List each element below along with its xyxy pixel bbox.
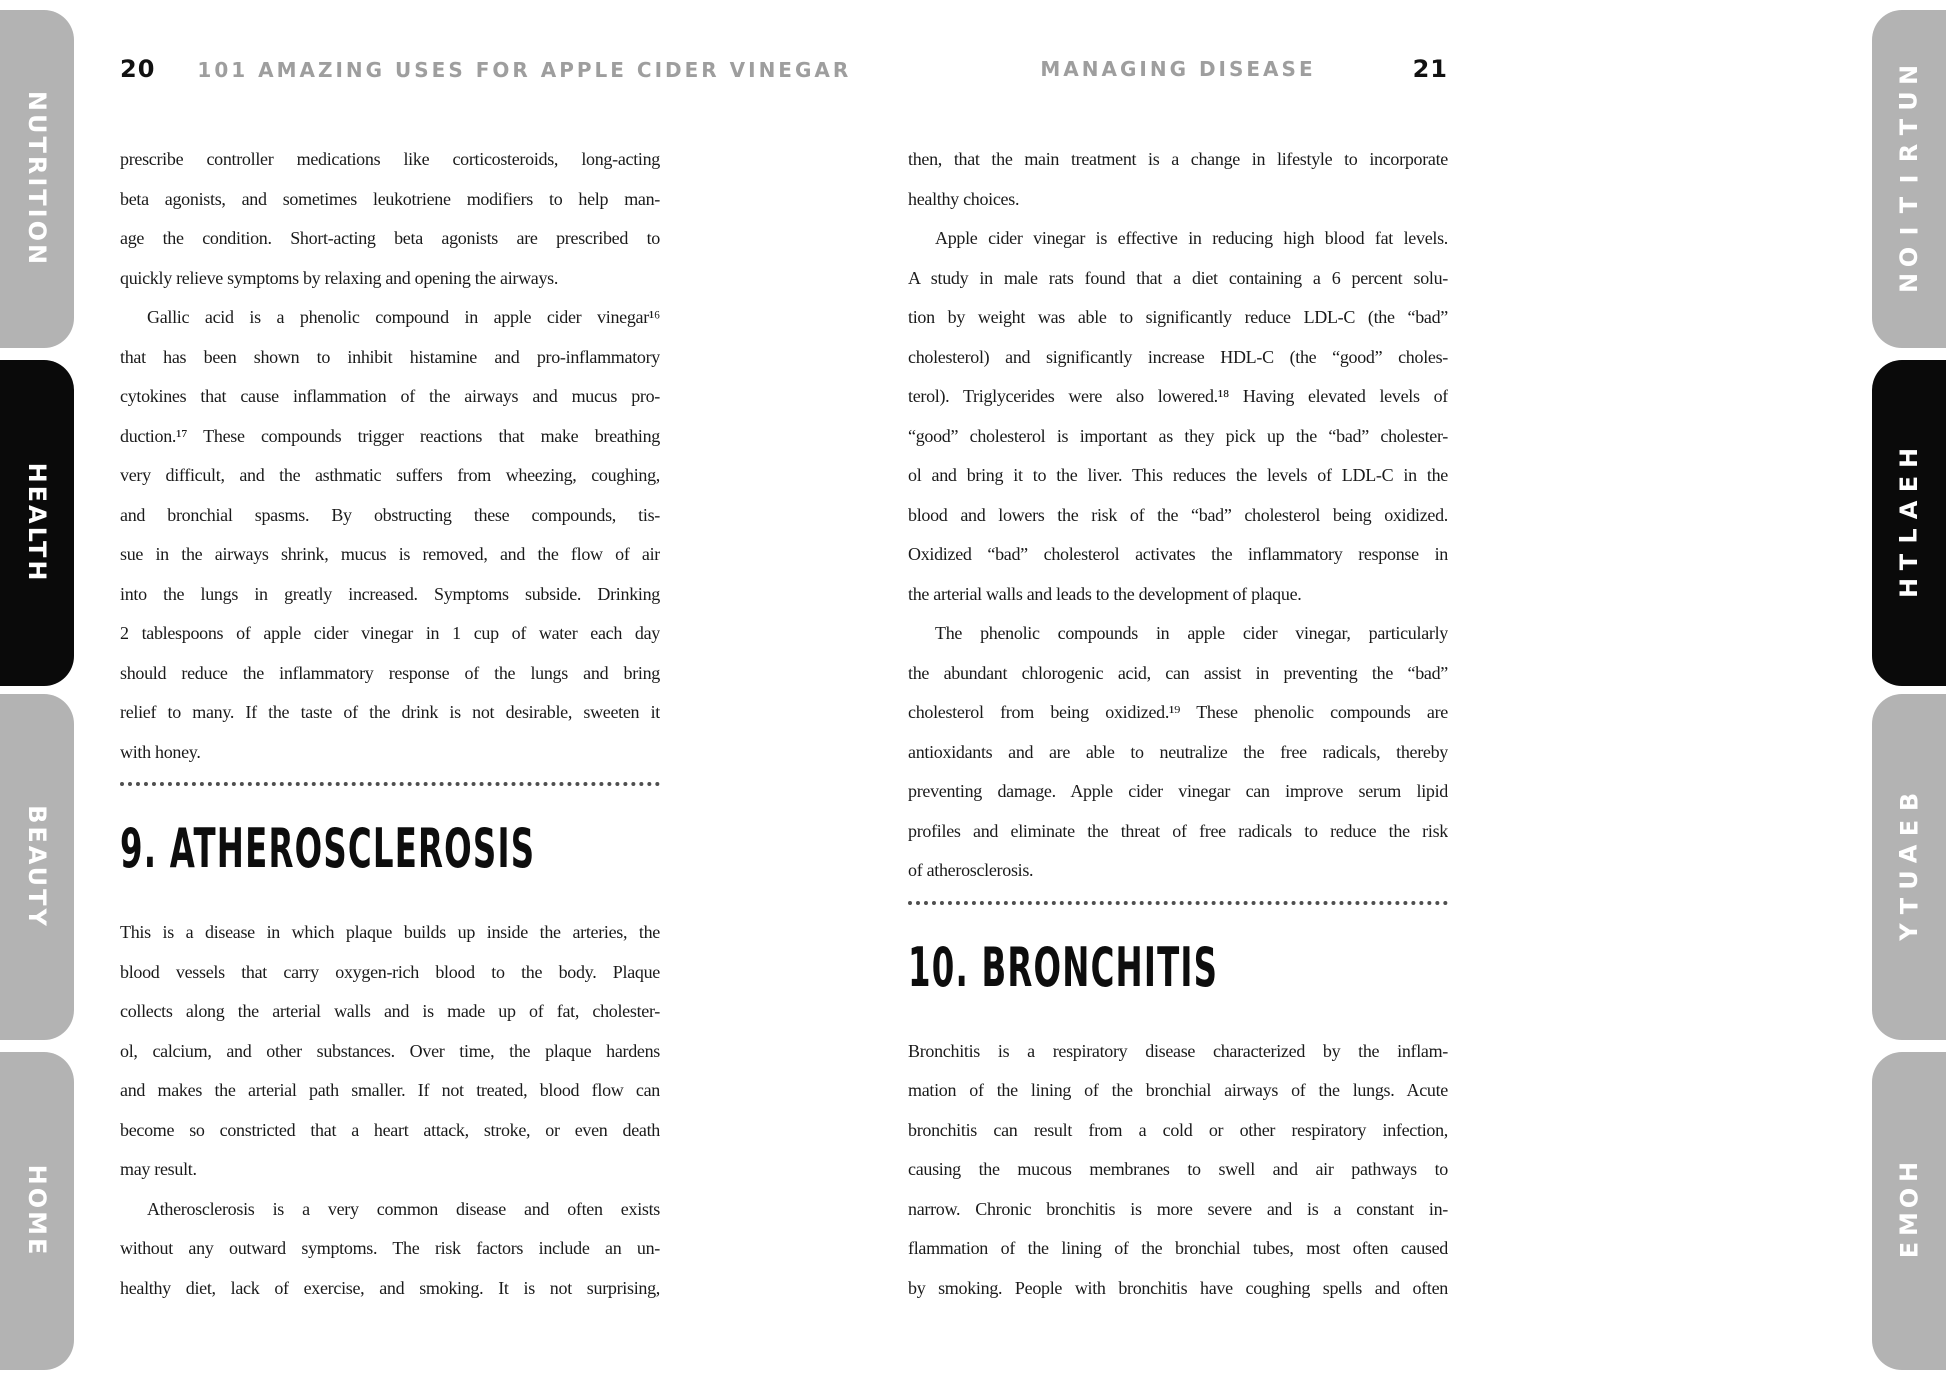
tab-beauty-label: BEAUTY xyxy=(23,805,51,929)
tab-health-left xyxy=(0,360,74,686)
paragraph xyxy=(908,219,1448,614)
text-line: causing the mucous membranes to swell and air pathways to xyxy=(908,1159,1448,1179)
tab-nutrition-label: NUTRITION xyxy=(23,90,51,268)
section-heading xyxy=(908,937,1448,999)
text-line: blood and lowers the risk of the “bad” cholesterol being oxidized. xyxy=(908,504,1448,525)
tab-nutrition-label xyxy=(1894,62,1923,296)
paragraph xyxy=(908,614,1448,891)
tab-letter: I xyxy=(1895,226,1923,236)
tab-letter: T xyxy=(1895,553,1923,571)
text-line: of atherosclerosis. xyxy=(908,860,1034,880)
text-line: healthy diet, lack of exercise, and smoking. It is not surprising, xyxy=(120,1277,660,1298)
text-line: preventing damage. Apple cider vinegar can improve serum lipid xyxy=(908,781,1448,801)
section-heading-text: 10. BRONCHITIS xyxy=(908,935,1219,999)
paragraph xyxy=(120,913,660,1190)
text-line: by smoking. People with bronchitis have coughing spells and often xyxy=(908,1277,1448,1298)
text-line: healthy choices. xyxy=(908,188,1020,209)
tab-letter: O xyxy=(1895,246,1923,268)
section-heading xyxy=(120,818,660,880)
tab-beauty-left xyxy=(0,694,74,1040)
tab-letter: R xyxy=(1894,143,1923,163)
text-line: This is a disease in which plaque builds up inside the arteries, the xyxy=(120,922,660,942)
text-line: the arterial walls and leads to the development of plaque. xyxy=(908,583,1302,604)
paragraph xyxy=(120,1190,660,1309)
text-line: into the lungs in greatly increased. Symptoms subside. Drinking xyxy=(120,583,660,604)
tab-nutrition-right xyxy=(1872,10,1946,348)
text-line: blood vessels that carry oxygen-rich blood to the body. Plaque xyxy=(120,961,660,982)
tab-letter: H xyxy=(1895,447,1923,469)
text-line: age the condition. Short-acting beta agonists are prescribed to xyxy=(120,228,660,248)
tab-letter: U xyxy=(1895,91,1923,111)
right-page-body xyxy=(908,140,1448,1308)
text-line: very difficult, and the asthmatic suffers from wheezing, coughing, xyxy=(120,465,660,485)
tab-nutrition-left xyxy=(0,10,74,348)
section-heading-text: 9. ATHEROSCLEROSIS xyxy=(120,817,536,880)
tab-home-left xyxy=(0,1052,74,1370)
text-line: without any outward symptoms. The risk factors include an un- xyxy=(120,1238,660,1258)
text-line: cholesterol from being oxidized.¹⁹ These phenolic compounds are xyxy=(908,702,1448,722)
text-line: collects along the arterial walls and is made up of fat, cholester- xyxy=(120,1001,660,1021)
tab-letter: N xyxy=(1895,64,1923,86)
text-line: that has been shown to inhibit histamine and pro-inflammatory xyxy=(120,346,660,367)
right-page xyxy=(908,55,1448,1308)
tab-beauty-label xyxy=(1894,789,1923,945)
tab-home-right xyxy=(1872,1052,1946,1370)
tab-letter: H xyxy=(1894,1161,1923,1183)
text-line: antioxidants and are able to neutralize the free radicals, thereby xyxy=(908,741,1448,762)
left-page xyxy=(120,55,852,1308)
tab-letter: N xyxy=(1895,272,1923,294)
text-line: Apple cider vinegar is effective in reducing high blood fat levels. xyxy=(935,228,1448,248)
tab-letter: T xyxy=(1895,196,1923,214)
tab-letter: T xyxy=(1895,897,1923,915)
tab-health-label xyxy=(1894,445,1923,601)
text-line: prescribe controller medications like corticosteroids, long-acting xyxy=(120,149,660,169)
text-line: mation of the lining of the bronchial airways of the lungs. Acute xyxy=(908,1080,1448,1100)
tab-letter: T xyxy=(1895,118,1923,136)
text-line: then, that the main treatment is a change in lifestyle to incorporate xyxy=(908,149,1448,169)
text-line: Bronchitis is a respiratory disease characterized by the inflam- xyxy=(908,1040,1448,1061)
running-head: MANAGING DISEASE xyxy=(1040,57,1316,81)
tab-letter: U xyxy=(1895,870,1923,890)
tab-letter: Y xyxy=(1894,923,1923,941)
text-line: should reduce the inflammatory response of the lungs and bring xyxy=(120,662,660,683)
left-page-header xyxy=(120,55,852,83)
text-line: cholesterol) and significantly increase HDL-C (the “good” choles- xyxy=(908,346,1448,367)
tab-letter: O xyxy=(1894,1187,1923,1209)
text-line: Gallic acid is a phenolic compound in apple cider vinegar¹⁶ xyxy=(147,307,660,327)
text-line: ol and bring it to the liver. This reduces the levels of LDL-C in the xyxy=(908,465,1448,485)
text-line: ol, calcium, and other substances. Over time, the plaque hardens xyxy=(120,1040,660,1061)
text-line: duction.¹⁷ These compounds trigger reactions that make breathing xyxy=(120,425,660,446)
text-line: 2 tablespoons of apple cider vinegar in 1 cup of water each day xyxy=(120,623,660,643)
tab-letter: E xyxy=(1894,1241,1923,1259)
text-line: terol). Triglycerides were also lowered.¹⁸ Having elevated levels of xyxy=(908,386,1448,406)
text-line: profiles and eliminate the threat of free radicals to reduce the risk xyxy=(908,820,1448,841)
paragraph xyxy=(908,1032,1448,1309)
dotted-divider xyxy=(908,901,1448,905)
right-page-header xyxy=(908,55,1448,83)
tab-letter: H xyxy=(1895,577,1923,599)
running-head: 101 AMAZING USES FOR APPLE CIDER VINEGAR xyxy=(197,58,852,82)
tab-letter: L xyxy=(1894,528,1923,544)
tab-letter: M xyxy=(1895,1212,1923,1236)
tab-letter: A xyxy=(1894,500,1923,520)
text-line: “good” cholesterol is important as they pick up the “bad” cholester- xyxy=(908,425,1448,446)
text-line: flammation of the lining of the bronchial tubes, most often caused xyxy=(908,1238,1448,1258)
tab-health-right xyxy=(1872,360,1946,686)
tab-health-label: HEALTH xyxy=(23,462,51,584)
dotted-divider xyxy=(120,782,660,786)
text-line: Oxidized “bad” cholesterol activates the inflammatory response in xyxy=(908,544,1448,564)
text-line: may result. xyxy=(120,1159,197,1179)
text-line: quickly relieve symptoms by relaxing and opening the airways. xyxy=(120,267,559,288)
text-line: beta agonists, and sometimes leukotriene modifiers to help man- xyxy=(120,188,660,209)
tab-letter: I xyxy=(1895,174,1923,184)
text-line: become so constricted that a heart attack, stroke, or even death xyxy=(120,1119,660,1140)
text-line: the abundant chlorogenic acid, can assist in preventing the “bad” xyxy=(908,662,1448,683)
text-line: sue in the airways shrink, mucus is removed, and the flow of air xyxy=(120,544,660,564)
tab-home-label: HOME xyxy=(23,1164,51,1258)
text-line: and makes the arterial path smaller. If not treated, blood flow can xyxy=(120,1080,660,1100)
paragraph xyxy=(908,140,1448,219)
text-line: The phenolic compounds in apple cider vinegar, particularly xyxy=(935,623,1448,643)
page-number: 20 xyxy=(120,55,156,83)
paragraph xyxy=(120,140,660,298)
paragraph xyxy=(120,298,660,772)
text-line: relief to many. If the taste of the drink is not desirable, sweeten it xyxy=(120,702,660,722)
tab-beauty-right xyxy=(1872,694,1946,1040)
text-line: tion by weight was able to significantly reduce LDL-C (the “bad” xyxy=(908,307,1448,327)
tab-letter: A xyxy=(1894,844,1923,864)
text-line: cytokines that cause inflammation of the airways and mucus pro- xyxy=(120,386,660,406)
tab-letter: E xyxy=(1895,475,1923,493)
tab-home-label xyxy=(1894,1159,1923,1263)
tab-letter: E xyxy=(1895,819,1923,837)
text-line: Atherosclerosis is a very common disease and often exists xyxy=(147,1198,660,1219)
text-line: bronchitis can result from a cold or other respiratory infection, xyxy=(908,1119,1448,1140)
text-line: A study in male rats found that a diet containing a 6 percent solu- xyxy=(908,267,1448,288)
left-page-body xyxy=(120,140,660,1308)
text-line: with honey. xyxy=(120,741,201,762)
text-line: and bronchial spasms. By obstructing these compounds, tis- xyxy=(120,504,660,525)
page-number: 21 xyxy=(1412,55,1448,83)
text-line: narrow. Chronic bronchitis is more severe and is a constant in- xyxy=(908,1198,1448,1219)
tab-letter: B xyxy=(1894,792,1923,812)
